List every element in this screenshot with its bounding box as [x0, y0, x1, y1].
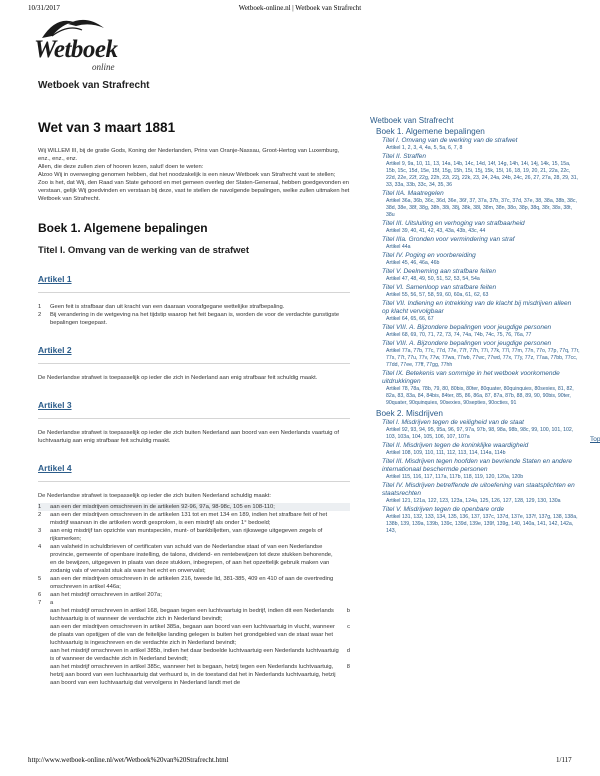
list-item — [38, 527, 350, 543]
item-sublabel — [340, 511, 350, 527]
toc-title-link[interactable]: Titel VIII. A. Bijzondere bepalingen voor jeugdige personen — [382, 340, 552, 347]
article-4-intro: De Nederlandse strafwet is toepasselijk op ieder die zich buiten Nederland schuldig maakt: — [38, 493, 271, 499]
item-number: 7 — [38, 600, 42, 606]
toc-article-links[interactable]: Artikel 39, 40, 41, 42, 43, 43a, 43b, 43c, 44 — [386, 228, 486, 234]
divider — [38, 292, 350, 293]
item-text: Geen feit is strafbaar dan uit kracht van een daaraan voorafgegane wettelijke strafbepaling. — [50, 304, 285, 310]
toc-title-link[interactable]: Titel IIIa. Gronden voor vermindering van straf — [382, 236, 515, 243]
toc-title-link[interactable]: Titel IV. Poging en voorbereiding — [382, 252, 476, 259]
title-heading: Titel I. Omvang van de werking van de strafwet — [38, 245, 249, 256]
item-text: aan enig misdrijf tan opzichte van muntspeciën, munt- of bankbiljetten, van rijkswege uitgegeven zegels of rijksmerken; — [50, 528, 323, 542]
item-sublabel — [340, 591, 350, 599]
list-item — [38, 503, 350, 511]
list-item — [38, 303, 350, 311]
item-sublabel: 8 — [346, 664, 350, 670]
article-3-link[interactable]: Artikel 3 — [38, 400, 72, 410]
toc-heading[interactable]: Wetboek van Strafrecht — [370, 116, 454, 125]
item-text: aan het misdrijf omschreven in artikel 385c, wanneer het is begaan, hetzij tegen een Nederlands luchtvaartuig, hetzij aan boord van een luchtvaartuig dat verhuurd is, in de toestand dat het in Nederlands luchtvaartuig, hetzij aan boord van een luchtvaartuig dat vervolgens in Nederland landt met de — [50, 664, 336, 686]
item-sublabel — [340, 543, 350, 575]
toc-article-links[interactable]: Artikel 55, 56, 57, 58, 59, 60, 60a, 61, 62, 63 — [386, 292, 489, 298]
item-text: aan het misdrijf omschreven in artikel 207a; — [50, 592, 162, 598]
list-item — [38, 647, 350, 663]
print-title: Wetboek-online.nl | Wetboek van Strafrecht — [238, 4, 362, 12]
toc-title-link[interactable]: Titel IX. Betekenis van sommige in het wetboek voorkomende uitdrukkingen — [382, 370, 560, 385]
back-to-top-link[interactable]: Top — [590, 436, 600, 443]
item-text: aan een der misdrijven omschreven in artikel 385a, begaan aan boord van een luchtvaartuig in vlucht, wanneer de plaats van opstijgen of die van de feitelijke landing gelegen is buiten het grondgebied van de staat waar het luchtvaartuig is ingeschreven en de verdachte zich in Nederland bevindt; — [50, 624, 335, 646]
item-number — [38, 607, 50, 623]
item-text: aan een der misdrijven omschreven in de artikelen 216, tweede lid, 381-385, 409 en 410 of aan de overtreding omschreven in artikel 446a; — [50, 576, 334, 590]
item-number: 1 — [38, 304, 42, 310]
toc-article-links[interactable]: Artikel 36a, 36b, 36c, 36d, 36e, 36f, 37, 37a, 37b, 37c, 37d, 37e, 38, 38a, 38b, 38c, 38d, 38e, 38f, 38g, 38h, 38i, 38j, 38k, 38l, 38m, 38n, 38o, 38p, 38q, 38r, 38s, 38t, 38u — [386, 198, 577, 218]
item-number: 2 — [38, 512, 42, 518]
toc-title-link[interactable]: Titel III. Uitsluiting en verhoging van strafbaarheid — [382, 220, 525, 227]
preamble-line: Allen, die deze zullen zien of hooren lezen, salut! doen te weten: — [38, 164, 204, 170]
divider — [38, 363, 350, 364]
item-number: 6 — [38, 592, 42, 598]
list-item — [38, 663, 350, 687]
divider — [38, 481, 350, 482]
toc-list — [370, 127, 580, 535]
toc-article-links[interactable]: Artikel 78, 78a, 78b, 79, 80, 80bis, 80ter, 80quater, 80quinquies, 80sexies, 81, 82, 82a, 83, 83a, 84, 84bis, 84ter, 85, 86, 86a, 87, 87a, 87b, 88, 89, 90, 90bis, 90ter, 90quater, 90quinquies, 90sexies, 90septies, 90octies, 91 — [386, 386, 574, 406]
preamble-line: Wij WILLEM III, bij de gratie Gods, Koning der Nederlanden, Prins van Oranje-Nassau, Groot-Hertog van Luxemburg, enz., enz., enz. — [38, 148, 340, 162]
toc-article-links[interactable]: Artikel 108, 109, 110, 111, 112, 113, 114, 114a, 114b — [386, 450, 506, 456]
item-sublabel: c — [347, 624, 350, 630]
list-item — [38, 543, 350, 575]
article-4-link[interactable]: Artikel 4 — [38, 463, 72, 473]
print-page-number: 1/117 — [556, 756, 572, 764]
toc-title-link[interactable]: Titel I. Misdrijven tegen de veiligheid van de staat — [382, 419, 524, 426]
list-item — [38, 599, 350, 607]
sidebar-toc — [370, 116, 580, 536]
main-content — [38, 120, 350, 705]
item-number — [38, 623, 50, 647]
item-sublabel — [340, 527, 350, 543]
divider — [38, 418, 350, 419]
toc-book-link[interactable]: Boek 2. Misdrijven — [376, 409, 443, 418]
item-text: aan een der misdrijven omschreven in de artikelen 92-96, 97a, 98-98c, 105 en 108-110; — [50, 504, 275, 510]
toc-article-links[interactable]: Artikel 44a — [386, 244, 411, 250]
list-item — [38, 511, 350, 527]
site-subtitle: Wetboek van Strafrecht — [38, 80, 150, 91]
item-text: a — [50, 600, 54, 606]
toc-title-link[interactable]: Titel I. Omvang van de werking van de strafwet — [382, 137, 518, 144]
logo-subtext: online — [92, 62, 115, 72]
article-3-body: De Nederlandse strafwet is toepasselijk op ieder die zich buiten Nederland aan boord van een Nederlands vaartuig of luchtvaartuig aan enig strafbaar feit schuldig maakt. — [38, 430, 339, 444]
toc-title-link[interactable]: Titel IIA. Maatregelen — [382, 190, 444, 197]
toc-article-links[interactable]: Artikel 9, 9a, 10, 11, 13, 14a, 14b, 14c, 14d, 14f, 14g, 14h, 14i, 14j, 14k, 15, 15a, 15b, 15c, 15d, 15e, 15f, 15g, 15h, 15i, 15j, 15k, 15l, 16, 18, 19, 20, 21, 22a, 22c, 22d, 22e, 22f, 22g, 22h, 22i, 22j, 22k, 23, 24, 24a, 24b, 24c, 26, 27, 27a, 28, 29, 31, 33, 33a, 33b, 33c, 34, 35, 36 — [386, 161, 579, 188]
toc-article-links[interactable]: Artikel 45, 46, 46a, 46b — [386, 260, 440, 266]
toc-article-links[interactable]: Artikel 1, 2, 3, 4, 4a, 5, 5a, 6, 7, 8 — [386, 145, 463, 151]
preamble-line: Zoo is het, dat Wij, den Raad van State gehoord en met gemeen overleg der Staten-Generaal, hebben goedgevonden en verstaan, gelijk Wij goedvinden en verstaan bij deze, vast te stellen de navolgende bepalingen, welke zullen uitmaken het Wetboek van Strafrecht. — [38, 180, 350, 202]
article-4-body — [38, 492, 350, 687]
toc-title-link[interactable]: Titel IV. Misdrijven betreffende de uitoefening van staatsplichten en staatsrechten — [382, 482, 575, 497]
item-text: aan een der misdrijven omschreven in de artikelen 131 tot en met 134 en 189, indien het strafbare feit of het misdrijf waarvan in die artikelen wordt gesproken, is een misdrijf als onder 1° bedoeld; — [50, 512, 328, 526]
article-2-body: De Nederlandse strafwet is toepasselijk op ieder die zich in Nederland aan enig strafbaar feit schuldig maakt. — [38, 375, 318, 381]
logo-wordmark: Wetboek — [34, 36, 118, 63]
list-item — [38, 623, 350, 647]
page-title: Wet van 3 maart 1881 — [38, 120, 176, 135]
item-sublabel — [340, 503, 350, 511]
article-2-link[interactable]: Artikel 2 — [38, 345, 72, 355]
item-number: 2 — [38, 312, 42, 318]
item-number: 5 — [38, 576, 42, 582]
item-number: 1 — [38, 504, 42, 510]
toc-title-link[interactable]: Titel II. Straffen — [382, 153, 427, 160]
item-text: aan valsheid in schuldbrieven of certificaten van schuld van de Nederlandse staat of van een Nederlandse provincie, gemeente of openbare instelling, de talons, dividend- en rentebewijzen tot deze stukken behorende, en de bewijzen, uitgegeven in plaats van deze stukken, inbegrepen, of aan het opzettelijk gebruik maken van zodanig vals of vervalst stuk als ware het echt en onvervalst; — [50, 544, 333, 574]
toc-article-links[interactable]: Artikel 77a, 77b, 77c, 77d, 77e, 77f, 77h, 77i, 77k, 77l, 77m, 77n, 77o, 77p, 77q, 77r, 77s, 77t, 77u, 77v, 77w, 77wa, 77wb, 77wc, 77wd, 77x, 77y, 77z, 77aa, 77bb, 77cc, 77dd, 77ee, 77ff, 77gg, 77hh — [386, 348, 580, 368]
toc-title-link[interactable]: Titel VIII. A. Bijzondere bepalingen voor jeugdige personen — [382, 324, 552, 331]
item-sublabel — [340, 599, 350, 607]
item-text: Bij verandering in de wetgeving na het tijdstip waarop het feit begaan is, worden de voor de verdachte gunstigste bepalingen toegepast. — [50, 312, 340, 326]
item-sublabel: d — [346, 648, 350, 654]
toc-title-link[interactable]: Titel III. Misdrijven tegen hoofden van bevriende Staten en andere internationaal beschermde personen — [382, 458, 573, 473]
list-item — [38, 575, 350, 591]
article-4-list — [38, 503, 350, 687]
toc-article-links[interactable]: Artikel 47, 48, 49, 50, 51, 52, 53, 54, 54a — [386, 276, 480, 282]
item-number: 3 — [38, 528, 42, 534]
toc-article-links[interactable]: Artikel 68, 69, 70, 71, 72, 73, 74, 74a, 74b, 74c, 75, 76, 76a, 77 — [386, 332, 532, 338]
item-sublabel: b — [346, 608, 350, 614]
preamble-line: Alzoo Wij in overweging genomen hebben, dat het noodzakelijk is een nieuw Wetboek van Strafrecht vast te stellen; — [38, 172, 336, 178]
toc-title-link[interactable]: Titel II. Misdrijven tegen de koninklijke waardigheid — [382, 442, 529, 449]
toc-title-link[interactable]: Titel V. Deelneming aan strafbare feiten — [382, 268, 496, 275]
article-1-link[interactable]: Artikel 1 — [38, 274, 72, 284]
item-number — [38, 647, 50, 663]
toc-article-links[interactable]: Artikel 92, 93, 94, 95, 95a, 96, 97, 97a, 97b, 98, 98a, 98b, 98c, 99, 100, 101, 102, 103, 103a, 104, 105, 106, 107, 107a — [386, 427, 574, 440]
article-1-body — [38, 303, 350, 327]
item-text: aan het misdrijf omschreven in artikel 385b, indien het daar bedoelde luchtvaartuig een Nederlands luchtvaartuig is of wanneer de verdachte zich in Nederland bevindt; — [50, 648, 339, 662]
item-sublabel — [340, 575, 350, 591]
toc-article-links[interactable]: Artikel 115, 116, 117, 117a, 117b, 118, 119, 120, 120a, 120b — [386, 474, 524, 480]
book-heading: Boek 1. Algemene bepalingen — [38, 221, 208, 235]
toc-book-link[interactable]: Boek 1. Algemene bepalingen — [376, 127, 485, 136]
toc-title-link[interactable]: Titel V. Misdrijven tegen de openbare orde — [382, 506, 504, 513]
preamble — [38, 147, 350, 203]
print-date: 10/31/2017 — [28, 4, 60, 12]
list-item — [38, 311, 350, 327]
toc-title-link[interactable]: Titel VII. Indiening en intrekking van de klacht bij misdrijven alleen op klacht vervolgbaar — [382, 300, 572, 315]
toc-title-link[interactable]: Titel VI. Samenloop van strafbare feiten — [382, 284, 497, 291]
toc-article-links[interactable]: Artikel 121, 121a, 122, 123, 123a, 124a, 125, 126, 127, 128, 129, 130, 130a — [386, 498, 561, 504]
print-url: http://www.wetboek-online.nl/wet/Wetboek%20van%20Strafrecht.html — [28, 756, 229, 764]
toc-article-links[interactable]: Artikel 131, 132, 133, 134, 135, 136, 137, 137c, 137d, 137e, 137f, 137g, 138, 138a, 138b, 139, 139a, 139b, 139c, 139d, 139e, 139f, 139g, 140, 140a, 141, 142, 142a, 143, — [386, 514, 578, 534]
list-item — [38, 591, 350, 599]
toc-article-links[interactable]: Artikel 64, 65, 66, 67 — [386, 316, 434, 322]
list-item — [38, 607, 350, 623]
item-text: aan het misdrijf omschreven in artikel 168, begaan tegen een luchtvaartuig in bedrijf, indien dit een Nederlands luchtvaartuig is of wanneer de verdachte zich in Nederland bevindt; — [50, 608, 334, 622]
item-number — [38, 663, 50, 687]
item-number: 4 — [38, 544, 42, 550]
